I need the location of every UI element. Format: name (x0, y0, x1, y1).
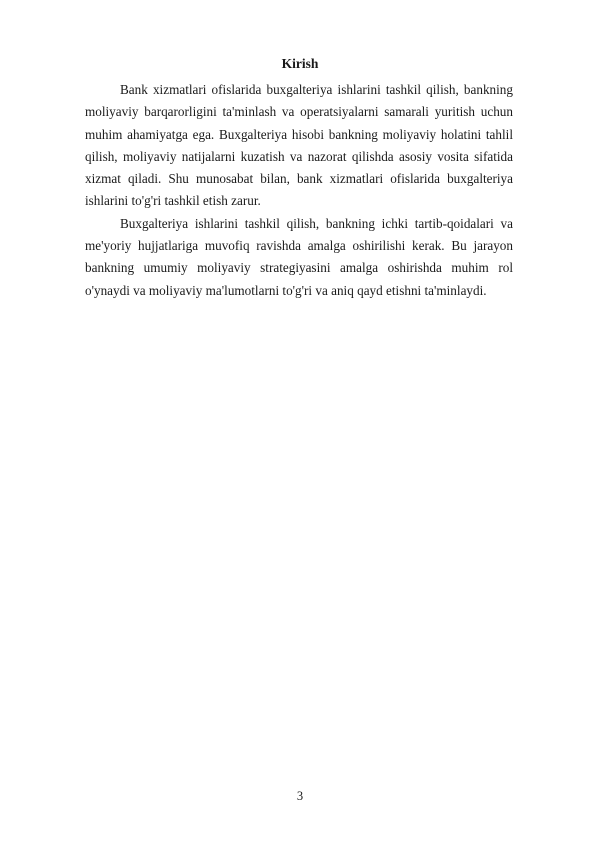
paragraph-2: Buxgalteriya ishlarini tashkil qilish, bankning ichki tartib-qoidalari va me'yoriy hujjatlariga muvofiq ravishda amalga oshirilishi kerak. Bu jarayon bankning umumiy moliyaviy strategiyasini amalga oshirishda muhim rol o'ynaydi va moliyaviy ma'lumotlarni to'g'ri va aniq qayd etishni ta'minlaydi. (85, 215, 513, 298)
section-heading: Kirish (281, 56, 319, 71)
page-number: 3 (296, 789, 304, 803)
paragraph-1: Bank xizmatlari ofislarida buxgalteriya ishlarini tashkil qilish, bankning moliyaviy barqarorligini ta'minlash va operatsiyalarni samarali yuritish uchun muhim ahamiyatga ega. Buxgalteriya hisobi bankning moliyaviy holatini tahlil qilish, moliyaviy natijalarni kuzatish va nazorat qilishda asosiy vosita sifatida xizmat qiladi. Shu munosabat bilan, bank xizmatlari ofislarida buxgalteriya ishlarini to'g'ri tashkil etish zarur. (85, 82, 513, 209)
body-text (85, 79, 513, 302)
